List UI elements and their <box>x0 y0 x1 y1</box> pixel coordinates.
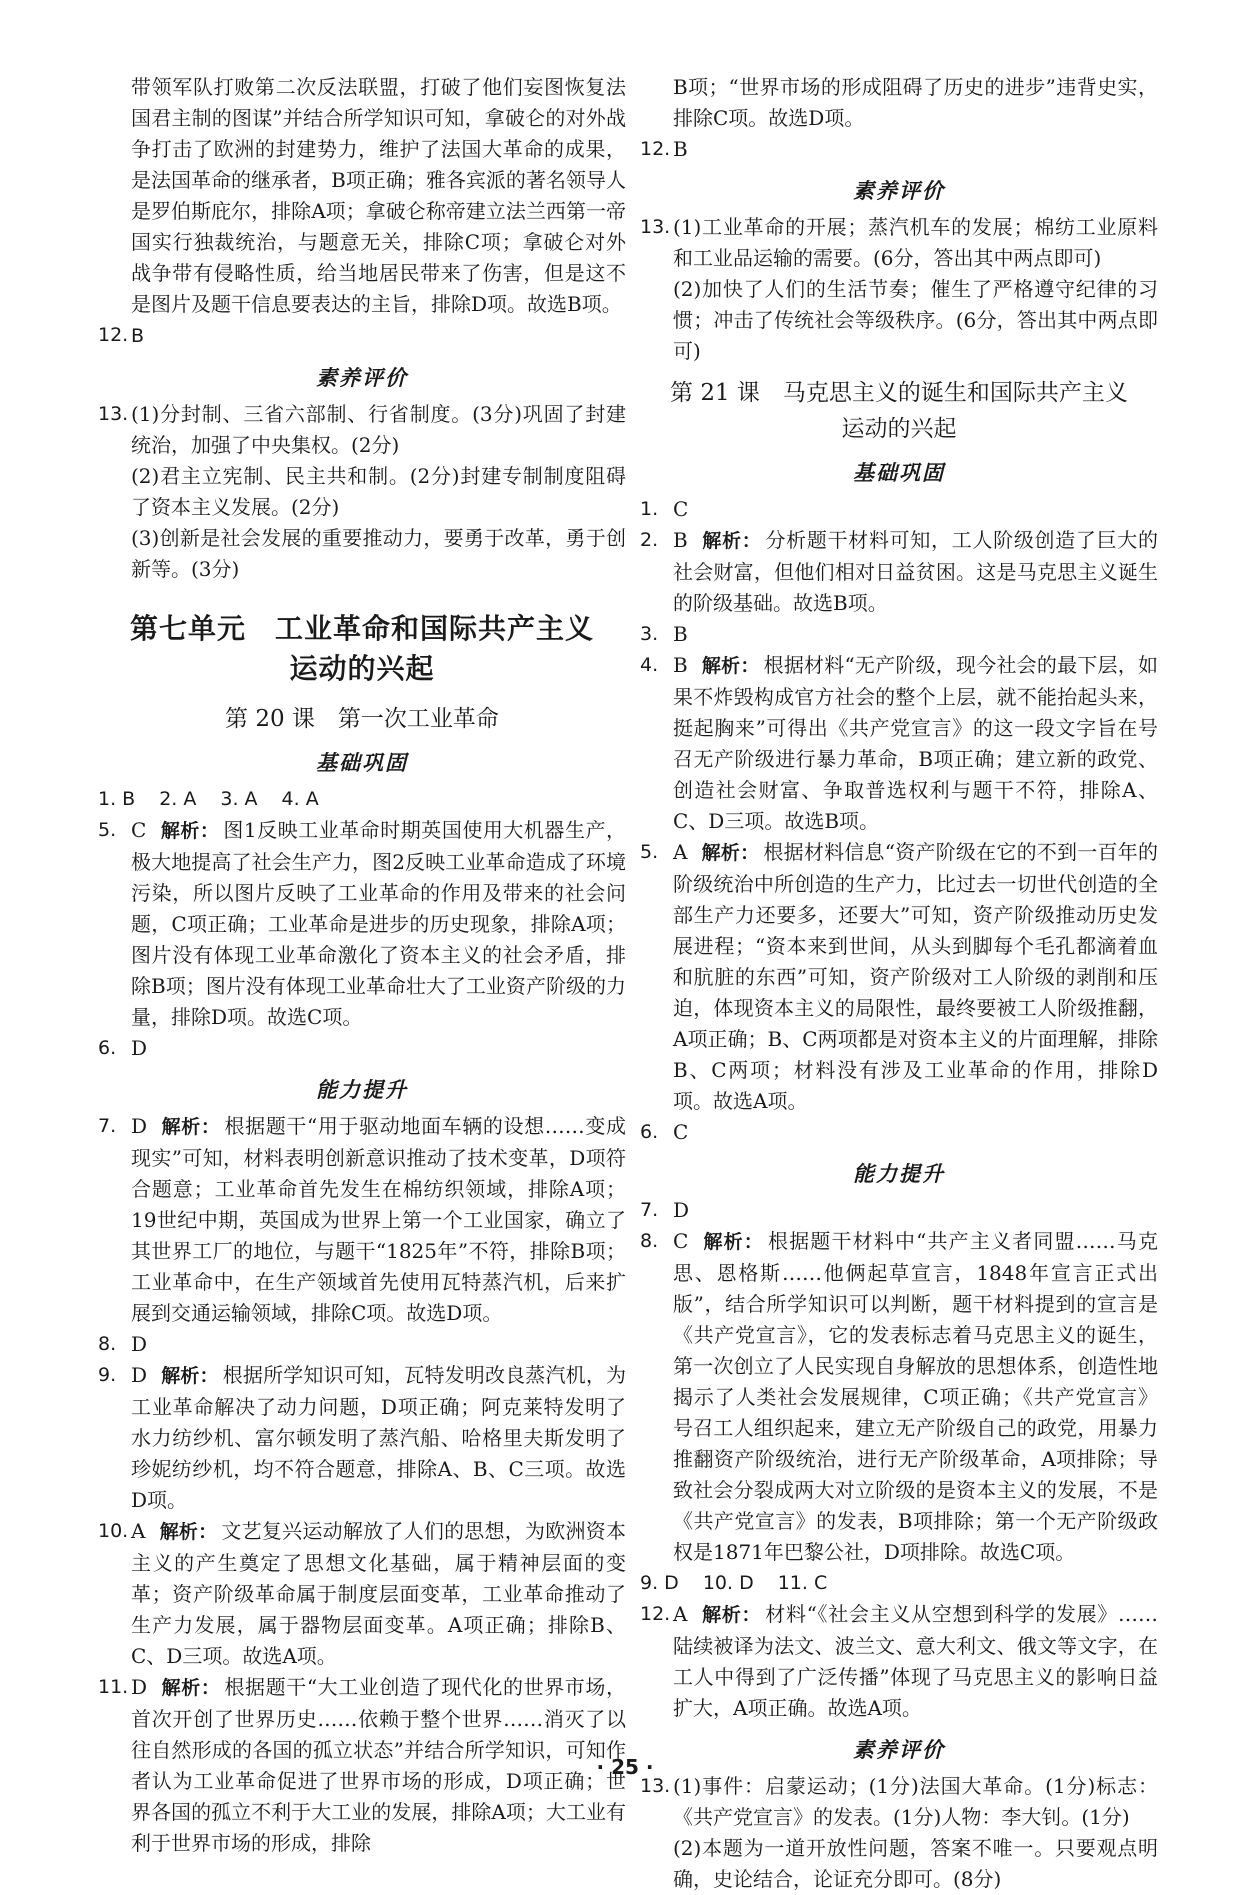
answer-13-part2: (2)君主立宪制、民主共和制。(2分)封建专制制度阻碍了资本主义发展。(2分) <box>131 464 626 519</box>
answers-1-4: 1. B 2. A 3. A 4. A <box>98 788 319 810</box>
answer-12-right: 12. B <box>640 137 688 161</box>
answer-13b-right-part1: 13. (1)事件：启蒙运动；(1分)法国大革命。(1分)标志：《共产党宣言》的发表。(1分)人物：李大钊。(1分) <box>640 1774 1158 1829</box>
answer-6-right: 6. C <box>640 1120 689 1144</box>
section-heading-suyang: 素养评价 <box>316 365 408 390</box>
answer-12: 12. B <box>98 324 145 347</box>
lesson-20-title: 第 20 课 第一次工业革命 <box>225 706 499 732</box>
unit-title: 第七单元 工业革命和国际共产主义 运动的兴起 <box>129 612 594 685</box>
answer-13-part3: (3)创新是社会发展的重要推动力，要勇于改革，勇于创新等。(3分) <box>131 526 626 581</box>
answer-13-right-part2: (2)加快了人们的生活节奏；催生了严格遵守纪律的习惯；冲击了传统社会等级秩序。(6分，答出其中两点即可) <box>673 277 1158 363</box>
continued-answer: 带领军队打败第二次反法联盟，打破了他们妄图恢复法国君主制的图谋”并结合所学知识可知，拿破仑的对外战争打击了欧洲的封建势力，维护了法国大革命的成果，是法国革命的继承者，B项正确；雅各宾派的著名领导人是罗伯斯庇尔，排除A项；拿破仑称帝建立法兰西第一帝国实行独裁统治，与题意无关，排除C项；拿破仑对外战争带有侵略性质，给当地居民带来了伤害，但是这不是图片及题干信息要表达的主旨，排除D项。故选B项。 <box>131 75 626 316</box>
answer-10: 10. A 解析： 文艺复兴运动解放了人们的思想，为欧洲资本主义的产生奠定了思想文化基础，属于精神层面的变革；资产阶级革命属于制度层面变革，工业革命推动了生产力发展，属于器物层面变革。A项正确；排除B、C、D三项。故选A项。 <box>98 1519 626 1668</box>
answer-4-right: 4. B 解析： 根据材料“无产阶级，现今社会的最下层，如果不炸毁构成官方社会的整个上层，就不能抬起头来，挺起胸来”可得出《共产党宣言》的这一段文字旨在号召无产阶级进行暴力革命，B项正确；建立新的政党、创造社会财富、争取普选权利与题干不符，排除A、C、D三项。故选B项。 <box>640 653 1158 833</box>
answer-8: 8. D <box>98 1332 148 1356</box>
left-column <box>98 72 626 1859</box>
answer-7-right: 7. D <box>640 1198 690 1222</box>
answer-9: 9. D 解析： 根据所学知识可知，瓦特发明改良蒸汽机，为工业革命解决了动力问题，D项正确；阿克莱特发明了水力纺纱机、富尔顿发明了蒸汽船、哈格里夫斯发明了珍妮纺纱机，均不符合题意，排除A、B、C三项。故选D项。 <box>98 1363 626 1512</box>
answer-5-right: 5. A 解析： 根据材料信息“资产阶级在它的不到一百年的阶级统治中所创造的生产力，比过去一切世代创造的全部生产力还要多，还要大”可知，资产阶级推动历史发展进程；“资本来到世间，从头到脚每个毛孔都滴着血和肮脏的东西”可知，资产阶级对工人阶级的剥削和压迫，体现资本主义的局限性，最终要被工人阶级推翻，A项正确；B、C两项都是对资本主义的片面理解，排除B、C两项；材料没有涉及工业革命的作用，排除D项。故选A项。 <box>640 840 1158 1113</box>
answer-12b-right: 12. A 解析： 材料“《社会主义从空想到科学的发展》……陆续被译为法文、波兰文、意大利文、俄文等文字，在工人中得到了广泛传播”体现了马克思主义的影响日益扩大，A项正确。故选A项。 <box>640 1602 1158 1720</box>
lesson-21-title: 第 21 课 马克思主义的诞生和国际共产主义 运动的兴起 <box>670 380 1128 442</box>
answers-9-11-right: 9. D 10. D 11. C <box>640 1572 828 1594</box>
answer-13-part1: 13. (1)分封制、三省六部制、行省制度。(3分)巩固了封建统治，加强了中央集权。(2分) <box>98 402 626 457</box>
section-heading-nengli-right: 能力提升 <box>853 1161 945 1186</box>
answer-13b-right-part2: (2)本题为一道开放性问题，答案不唯一。只要观点明确，史论结合，论证充分即可。(8分) <box>673 1836 1158 1891</box>
section-heading-jichu: 基础巩固 <box>316 750 408 775</box>
page-number: · 25 · <box>596 1755 654 1779</box>
section-heading-nengli: 能力提升 <box>316 1077 408 1102</box>
answer-13-right-part1: 13. (1)工业革命的开展；蒸汽机车的发展；棉纺工业原料和工业品运输的需要。(6分，答出其中两点即可) <box>640 215 1158 270</box>
answer-8-right: 8. C 解析： 根据题干材料中“共产主义者同盟……马克思、恩格斯……他俩起草宣言，1848年宣言正式出版”，结合所学知识可以判断，题干材料提到的宣言是《共产党宣言》，它的发表标志着马克思主义的诞生，第一次创立了人民实现自身解放的思想体系，创造性地揭示了人类社会发展规律，C项正确；《共产党宣言》号召工人组织起来，建立无产阶级自己的政党，用暴力推翻资产阶级统治，进行无产阶级革命，A项排除；导致社会分裂成两大对立阶级的是资本主义的发展，不是《共产党宣言》的发表，B项排除；第一个无产阶级政权是1871年巴黎公社，D项排除。故选C项。 <box>640 1229 1158 1564</box>
answer-1-right: 1. C <box>640 497 689 521</box>
answer-11: 11. D 解析： 根据题干“大工业创造了现代化的世界市场，首次开创了世界历史……依赖于整个世界……消灭了以往自然形成的各国的孤立状态”并结合所学知识，可知作者认为工业革命促进了世界市场的形成，D项正确；世界各国的孤立不利于大工业的发展，排除A项；大工业有利于世界市场的形成，排除 <box>98 1675 626 1855</box>
right-column <box>640 72 1158 1895</box>
answer-5: 5. C 解析： 图1反映工业革命时期英国使用大机器生产，极大地提高了社会生产力，图2反映工业革命造成了环境污染，所以图片反映了工业革命的作用及带来的社会问题，C项正确；工业革命是进步的历史现象，排除A项；图片没有体现工业革命激化了资本主义的社会矛盾，排除B项；图片没有体现工业革命壮大了工业资产阶级的力量，排除D项。故选C项。 <box>98 818 626 1029</box>
continued-answer-right: B项；“世界市场的形成阻碍了历史的进步”违背史实，排除C项。故选D项。 <box>673 75 1158 130</box>
section-heading-suyang-right: 素养评价 <box>853 178 945 203</box>
section-heading-suyang2-right: 素养评价 <box>853 1737 945 1762</box>
answer-3-right: 3. B <box>640 622 688 646</box>
answer-7: 7. D 解析： 根据题干“用于驱动地面车辆的设想……变成现实”可知，材料表明创新意识推动了技术变革，D项符合题意；工业革命首先发生在棉纺织领域，排除A项；19世纪中期，英国成为世界上第一个工业国家，确立了其世界工厂的地位，与题干“1825年”不符，排除B项；工业革命中，在生产领域首先使用瓦特蒸汽机，后来扩展到交通运输领域，排除C项。故选D项。 <box>98 1114 626 1325</box>
answer-6: 6. D <box>98 1036 148 1060</box>
answer-2-right: 2. B 解析： 分析题干材料可知，工人阶级创造了巨大的社会财富，但他们相对日益贫困。这是马克思主义诞生的阶级基础。故选B项。 <box>640 528 1158 615</box>
section-heading-jichu-right: 基础巩固 <box>853 460 945 485</box>
